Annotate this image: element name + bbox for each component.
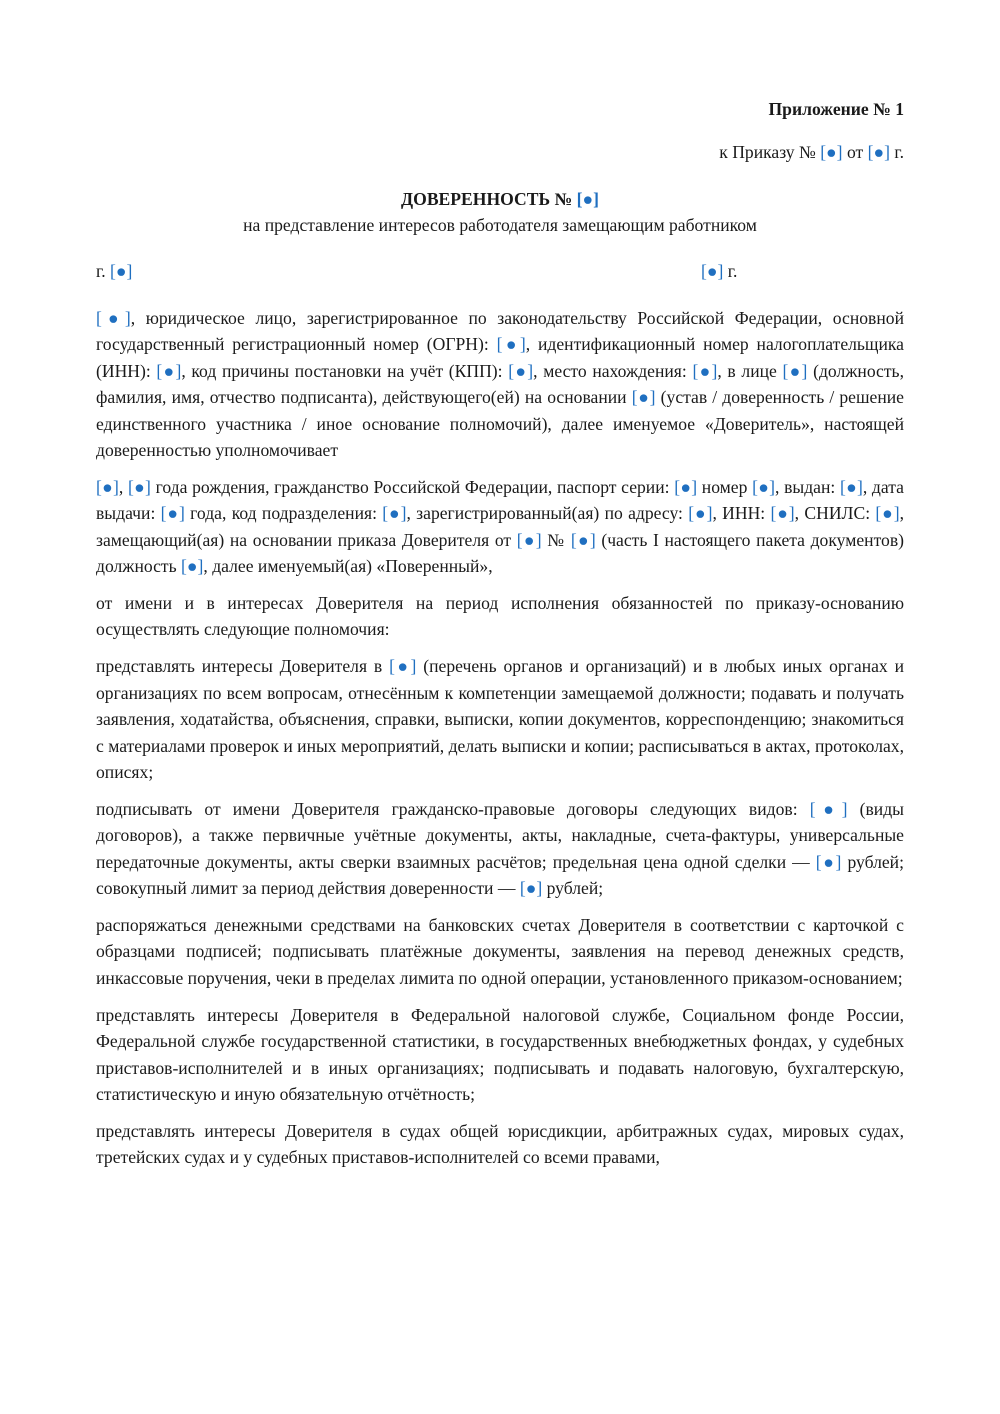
city-field [96,258,132,284]
paragraph-text: , зарегистрированный(ая) по адресу: [406,503,689,524]
paragraph-text: , в лице [717,360,783,381]
paragraph-text: № [541,529,571,550]
placeholder-field[interactable]: [●] [674,476,698,497]
paragraph-text: (часть I настоящего пакета документов) должность [96,529,904,577]
order-reference [719,139,904,165]
document-title-text: ДОВЕРЕННОСТЬ № [401,189,577,209]
placeholder-poa-number[interactable]: [●] [576,189,599,209]
placeholder-field[interactable]: [●] [770,503,795,524]
placeholder-field[interactable]: [●] [688,503,713,524]
paragraph-text: , место нахождения: [533,360,693,381]
paragraph-text: представлять интересы Доверителя в судах общей юрисдикции, арбитражных судах, мировых судах, третейских судах и у судебных приставов-исполнителей со всеми правами, [96,1120,904,1168]
paragraph-text: (перечень органов и организаций) и в любых иных органах и организациях по всем вопросам, отнесённым к компетенции замещаемой должности; подавать и получать заявления, ходатайства, объяснения, справки, выписки, копии документов, корреспонденцию; знакомиться с материалами проверок и иных мероприятий, делать выписки и копии; расписываться в актах, протоколах, описях; [96,656,904,782]
placeholder-city[interactable]: [●] [110,261,133,281]
appendix-title: Приложение № 1 [768,99,904,119]
date-suffix: г. [723,261,738,281]
document-subtitle: на представление интересов работодателя замещающим работником [243,215,757,235]
body-paragraph [96,1002,904,1108]
paragraph-text: года, код подразделения: [184,503,383,524]
placeholder-field[interactable]: [●] [516,529,542,550]
placeholder-field[interactable]: [●] [96,308,131,328]
placeholder-field[interactable]: [●] [631,387,656,408]
paragraph-text: , дата выдачи: [96,476,904,524]
paragraph-text: , СНИЛС: [794,503,876,524]
body-paragraph [96,305,904,463]
order-ref-prefix: к Приказу № [719,142,821,162]
paragraph-text: , замещающий(ая) на основании приказа Доверителя от [96,503,904,550]
date-field [701,258,737,284]
placeholder-field[interactable]: [●] [160,503,185,524]
paragraph-text: номер [697,476,753,497]
placeholder-field[interactable]: [●] [815,851,842,872]
city-prefix: г. [96,261,111,281]
body-paragraph [96,653,904,785]
placeholder-field[interactable]: [●] [809,798,848,819]
placeholder-field[interactable]: [●] [875,503,900,524]
placeholder-field[interactable]: [●] [181,556,204,577]
paragraph-text: , юридическое лицо, зарегистрированное по законодательству Российской Федерации, основной государственный регистрационный номер (ОГРН): [96,308,904,355]
paragraph-text: , далее именуемый(ая) «Поверенный», [203,556,493,577]
placeholder-field[interactable]: [●] [382,503,407,524]
paragraph-text: , выдан: [775,476,840,497]
body-paragraph [96,912,904,991]
body-paragraph [96,1118,904,1171]
placeholder-field[interactable]: [●] [570,529,596,550]
placeholder-field[interactable]: [●] [96,476,119,497]
placeholder-field[interactable]: [●] [692,360,718,381]
paragraph-text: (виды договоров), а также первичные учётные документы, акты, накладные, счета-фактуры, универсальные передаточные документы, акты сверки взаимных расчётов; предельная цена одной сделки — [96,798,904,872]
paragraph-text: распоряжаться денежными средствами на банковских счетах Доверителя в соответствии с карточкой с образцами подписей; подписывать платёжные документы, заявления на перевод денежных средств, инкассовые поручения, чеки в пределах лимита по одной операции, установленного приказом-основанием; [96,915,904,988]
paragraph-text: , [118,476,128,497]
placeholder-field[interactable]: [●] [752,476,775,497]
placeholder-field[interactable]: [●] [127,476,151,497]
paragraph-text: , ИНН: [712,503,771,524]
paragraph-text: представлять интересы Доверителя в [96,656,390,677]
placeholder-date[interactable]: [●] [701,261,724,281]
placeholder-field[interactable]: [●] [782,360,808,381]
document-title [96,186,904,212]
paragraph-text: (устав / доверенность / решение единственного участника / иное основание полномочий), далее именуемое «Доверитель», настоящей доверенностью уполномочивает [96,387,904,461]
placeholder-field[interactable]: [●] [839,476,863,497]
placeholder-field[interactable]: [●] [496,334,526,355]
placeholder-order-number[interactable]: [●] [820,142,843,162]
body-paragraph [96,796,904,902]
paragraph-text: рублей; [542,878,604,899]
paragraph-text: , код причины постановки на учёт (КПП): [181,360,509,381]
paragraph-text: от имени и в интересах Доверителя на период исполнения обязанностей по приказу-основанию осуществлять следующие полномочия: [96,593,904,640]
placeholder-field[interactable]: [●] [389,656,417,677]
placeholder-field[interactable]: [●] [508,360,534,381]
paragraph-text: представлять интересы Доверителя в Федеральной налоговой службе, Социальном фонде России, Федеральной службе государственной статистики, в государственных внебюджетных фондах, у судебных приставов-исполнителей и в иных организациях; подписывать и подавать налоговую, бухгалтерскую, статистическую и иную обязательную отчётность; [96,1004,904,1104]
order-ref-suffix: г. [889,142,904,162]
document-body [96,305,904,1181]
placeholder-order-date[interactable]: [●] [867,142,890,162]
paragraph-text: года рождения, гражданство Российской Федерации, паспорт серии: [150,476,675,497]
paragraph-text: (должность, фамилия, имя, отчество подписанта), действующего(ей) на основании [96,360,904,408]
paragraph-text: рублей; совокупный лимит за период действия доверенности — [96,851,904,899]
paragraph-text: , идентификационный номер налогоплательщика (ИНН): [96,334,904,381]
placeholder-field[interactable]: [●] [519,878,543,899]
order-ref-middle: от [842,142,868,162]
placeholder-field[interactable]: [●] [156,360,182,381]
body-paragraph [96,474,904,580]
paragraph-text: подписывать от имени Доверителя гражданско-правовые договоры следующих видов: [96,798,810,819]
body-paragraph [96,590,904,643]
